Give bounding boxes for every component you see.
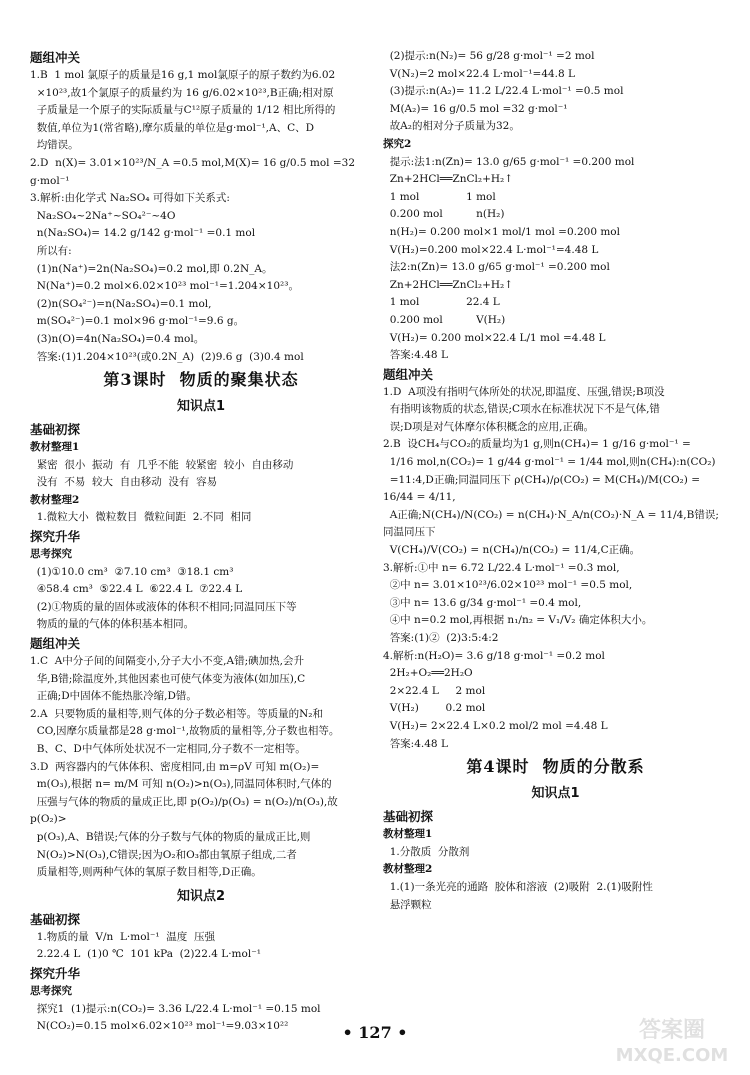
subsection-label: 教材整理2 — [383, 863, 433, 876]
text-line: N(CO₂)=0.15 mol×6.02×10²³ mol⁻¹=9.03×10²² — [30, 1020, 289, 1033]
subsection-label: 思考探究 — [30, 548, 72, 561]
text-line: 提示:法1:n(Zn)= 13.0 g/65 g·mol⁻¹ =0.200 mol — [383, 155, 635, 168]
text-line: 1.C A中分子间的间隔变小,分子大小不变,A错;碘加热,会升 — [30, 655, 304, 668]
text-line: 0.200 mol V(H₂) — [383, 313, 506, 326]
text-line: 2.B 设CH₄与CO₂的质量均为1 g,则n(CH₄)= 1 g/16 g·mol⁻¹ = — [383, 438, 691, 451]
text-line: 答案:(1)② (2)3:5:4:2 — [383, 632, 499, 644]
watermark-line2: MXQE.COM — [615, 1045, 729, 1066]
subsection-label: 思考探究 — [30, 984, 72, 997]
text-line: 3.D 两容器内的气体体积、密度相同,由 m=ρV 可知 m(O₂)= — [30, 760, 320, 773]
text-line: 1.物质的量 V/n L·mol⁻¹ 温度 压强 — [30, 930, 215, 943]
text-line: 1.B 1 mol 氯原子的质量是16 g,1 mol氯原子的原子数约为6.02 — [30, 69, 336, 81]
text-line: 1 mol 22.4 L — [383, 296, 500, 309]
text-line: 答案:4.48 L — [383, 737, 448, 750]
text-line: B、C、D中气体所处状况不一定相同,分子数不一定相等。 — [30, 743, 306, 755]
text-line: ③中 n= 13.6 g/34 g·mol⁻¹ =0.4 mol, — [383, 596, 582, 609]
text-line: V(H₂)=0.200 mol×22.4 L·mol⁻¹=4.48 L — [383, 243, 599, 256]
text-line: 悬浮颗粒 — [383, 898, 432, 911]
text-line: =11:4,D正确;同温同压下 ρ(CH₄)/ρ(CO₂) = M(CH₄)/M(CO₂) = 16/44 = 4/11, — [383, 473, 704, 504]
text-line: 答案:4.48 L — [383, 349, 448, 362]
text-line: 探究1 (1)提示:n(CO₂)= 3.36 L/22.4 L·mol⁻¹ =0.15 mol — [30, 1002, 321, 1015]
text-line: V(N₂)=2 mol×22.4 L·mol⁻¹=44.8 L — [383, 67, 576, 80]
text-line: 3.解析:①中 n= 6.72 L/22.4 L·mol⁻¹ =0.3 mol, — [383, 561, 620, 574]
text-line: 2.A 只要物质的量相等,则气体的分子数必相等。等质量的N₂和 — [30, 707, 324, 720]
text-line: 1.分散质 分散剂 — [383, 845, 470, 858]
text-line: ×10²³,故1个氯原子的质量约为 16 g/6.02×10²³,B正确;相对原 — [30, 86, 334, 99]
text-line: (1)n(Na⁺)=2n(Na₂SO₄)=0.2 mol,即 0.2N_A。 — [30, 262, 273, 275]
text-line: 4.解析:n(H₂O)= 3.6 g/18 g·mol⁻¹ =0.2 mol — [383, 649, 605, 662]
watermark-line1: 答案圈 — [638, 1018, 706, 1043]
text-line: n(Na₂SO₄)= 14.2 g/142 g·mol⁻¹ =0.1 mol — [30, 227, 256, 240]
text-line: 1 mol 1 mol — [383, 190, 496, 203]
text-line: V(CH₄)/V(CO₂) = n(CH₄)/n(CO₂) = 11/4,C正确。 — [383, 544, 641, 557]
section-heading: 基础初探 — [383, 809, 434, 825]
text-line: V(H₂) 0.2 mol — [383, 702, 486, 715]
text-line: 答案:(1)1.204×10²³(或0.2N_A) (2)9.6 g (3)0.4 mol — [30, 350, 304, 363]
section-heading: 探究升华 — [30, 529, 81, 545]
subsection-label: 探究2 — [383, 137, 412, 150]
subsection-label: 教材整理1 — [30, 441, 80, 454]
section-heading: 题组冲关 — [30, 636, 81, 652]
text-line: N(Na⁺)=0.2 mol×6.02×10²³ mol⁻¹=1.204×10²³。 — [30, 280, 299, 293]
text-line: m(O₃),根据 n= m/M 可知 n(O₂)>n(O₃),同温同体积时,气体的 — [30, 778, 332, 791]
section-heading: 基础初探 — [30, 911, 81, 927]
text-line: 2×22.4 L 2 mol — [383, 684, 486, 697]
text-line: ②中 n= 3.01×10²³/6.02×10²³ mol⁻¹ =0.5 mol, — [383, 579, 633, 592]
text-line: 1.D A项没有指明气体所处的状况,即温度、压强,错误;B项没 — [383, 385, 665, 398]
text-line: 2H₂+O₂══2H₂O — [383, 667, 473, 680]
left-column — [30, 48, 372, 1036]
section-heading: 基础初探 — [30, 422, 81, 438]
subsection-label: 教材整理2 — [30, 493, 80, 506]
text-line: 质量相等,则两种气体的氧原子数目相等,D正确。 — [30, 866, 262, 879]
text-line: V(H₂)= 0.200 mol×22.4 L/1 mol =4.48 L — [383, 331, 606, 344]
right-column — [383, 48, 728, 914]
text-line: A正确;N(CH₄)/N(CO₂) = n(CH₄)·N_A/n(CO₂)·N_A = 11/4,B错误;同温同压下 — [383, 508, 719, 539]
text-line: CO,因摩尔质量都是28 g·mol⁻¹,故物质的量相等,分子数也相等。 — [30, 725, 340, 738]
subsection-label: 教材整理1 — [383, 828, 433, 841]
text-line: 没有 不易 较大 自由移动 没有 容易 — [30, 476, 218, 489]
text-line: p(O₃),A、B错误;气体的分子数与气体的物质的量成正比,则 — [30, 830, 311, 843]
text-line: (1)①10.0 cm³ ②7.10 cm³ ③18.1 cm³ — [30, 565, 234, 578]
watermark-logo — [602, 1011, 742, 1069]
text-line: (2)①物质的量的固体或液体的体积不相同;同温同压下等 — [30, 600, 297, 613]
text-line: 均错误。 — [30, 139, 79, 152]
section-heading: 探究升华 — [30, 965, 81, 981]
text-line: (2)n(SO₄²⁻)=n(Na₂SO₄)=0.1 mol, — [30, 297, 212, 310]
text-line: (2)提示:n(N₂)= 56 g/28 g·mol⁻¹ =2 mol — [383, 50, 595, 62]
section-heading: 题组冲关 — [30, 50, 81, 65]
text-line: 1/16 mol,n(CO₂)= 1 g/44 g·mol⁻¹ = 1/44 mol,则n(CH₄):n(CO₂) — [383, 456, 716, 469]
text-line: n(H₂)= 0.200 mol×1 mol/1 mol =0.200 mol — [383, 225, 620, 238]
text-line: M(A₂)= 16 g/0.5 mol =32 g·mol⁻¹ — [383, 102, 568, 115]
text-line: 2.22.4 L (1)0 ℃ 101 kPa (2)22.4 L·mol⁻¹ — [30, 948, 261, 961]
text-line: 所以有: — [30, 244, 72, 257]
text-line: ④中 n=0.2 mol,再根据 n₁/n₂ = V₁/V₂ 确定体积大小。 — [383, 614, 653, 627]
text-line: 数值,单位为1(常省略),摩尔质量的单位是g·mol⁻¹,A、C、D — [30, 121, 315, 134]
text-line: ④58.4 cm³ ⑤22.4 L ⑥22.4 L ⑦22.4 L — [30, 583, 243, 596]
text-line: 压强与气体的物质的量成正比,即 p(O₂)/p(O₃) = n(O₂)/n(O₃),故 p(O₂)> — [30, 795, 342, 826]
text-line: (3)n(O)=4n(Na₂SO₄)=0.4 mol。 — [30, 332, 205, 345]
text-line: V(H₂)= 2×22.4 L×0.2 mol/2 mol =4.48 L — [383, 719, 608, 732]
text-line: m(SO₄²⁻)=0.1 mol×96 g·mol⁻¹=9.6 g。 — [30, 315, 245, 328]
text-line: 故A₂的相对分子质量为32。 — [383, 120, 520, 133]
text-line: 误;D项是对气体摩尔体积概念的应用,正确。 — [383, 420, 594, 433]
knowledge-point-title: 知识点1 — [531, 786, 580, 802]
knowledge-point-title: 知识点1 — [176, 399, 226, 415]
text-line: (3)提示:n(A₂)= 11.2 L/22.4 L·mol⁻¹ =0.5 mol — [383, 85, 624, 98]
text-line: Zn+2HCl══ZnCl₂+H₂↑ — [383, 173, 514, 186]
text-line: 子质量是一个原子的实际质量与C¹²原子质量的 1/12 相比所得的 — [30, 104, 336, 117]
text-line: 有指明该物质的状态,错误;C项水在标准状况下不是气体,错 — [383, 403, 660, 416]
text-line: 0.200 mol n(H₂) — [383, 208, 505, 221]
text-line: 1.(1)一条光亮的通路 胶体和溶液 (2)吸附 2.(1)吸附性 — [383, 880, 653, 893]
text-line: 正确;D中固体不能热胀冷缩,D错。 — [30, 690, 197, 703]
text-line: Na₂SO₄~2Na⁺~SO₄²⁻~4O — [30, 209, 176, 222]
text-line: Zn+2HCl══ZnCl₂+H₂↑ — [383, 278, 514, 291]
text-line: N(O₂)>N(O₃),C错误;因为O₂和O₃都由氧原子组成,二者 — [30, 848, 297, 861]
text-line: 2.D n(X)= 3.01×10²³/N_A =0.5 mol,M(X)= 16 g/0.5 mol =32 g·mol⁻¹ — [30, 156, 359, 187]
text-line: 3.解析:由化学式 Na₂SO₄ 可得如下关系式: — [30, 192, 230, 205]
text-line: 物质的量的气体的体积基本相同。 — [30, 618, 195, 631]
lesson-title: 第3课时 物质的聚集状态 — [103, 370, 299, 390]
lesson-title: 第4课时 物质的分散系 — [466, 757, 645, 777]
knowledge-point-title: 知识点2 — [176, 888, 226, 904]
section-heading: 题组冲关 — [383, 366, 434, 382]
text-line: 紧密 很小 振动 有 几乎不能 较紧密 较小 自由移动 — [30, 458, 294, 471]
text-line: 华,B错;除温度外,其他因素也可使气体变为液体(如加压),C — [30, 672, 306, 685]
text-line: 1.微粒大小 微粒数目 微粒间距 2.不同 相同 — [30, 511, 252, 524]
text-line: 法2:n(Zn)= 13.0 g/65 g·mol⁻¹ =0.200 mol — [383, 261, 610, 274]
page-number: • 127 • — [342, 1023, 408, 1042]
